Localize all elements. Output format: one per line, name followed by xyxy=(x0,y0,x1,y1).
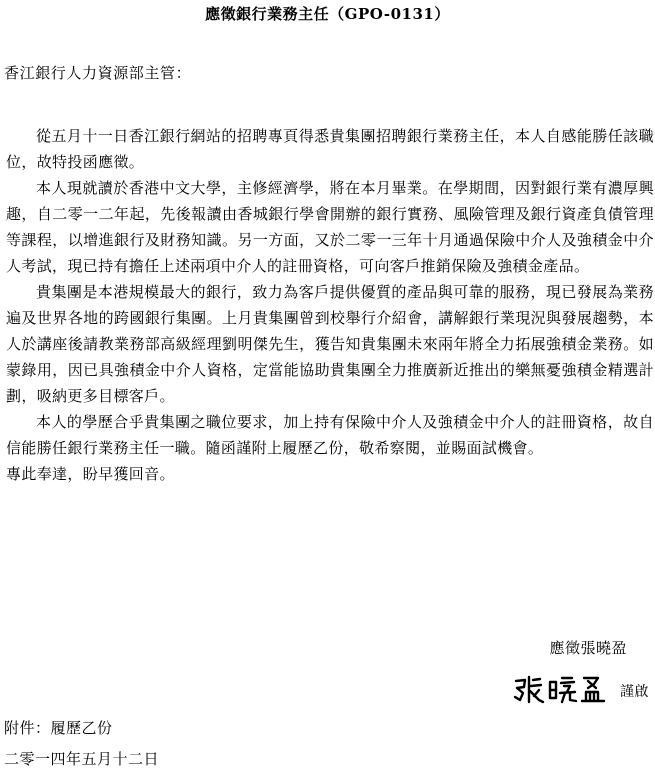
applicant-name: 應徵張曉盈 xyxy=(549,639,627,657)
letter-title: 應徵銀行業務主任（GPO-0131） xyxy=(205,5,450,23)
paragraph-2: 本人現就讀於香港中文大學，主修經濟學，將在本月畢業。在學期間，因對銀行業有濃厚興趣，自二零一二年起，先後報讀由香城銀行學會開辦的銀行實務、風險管理及銀行資產負債管理等課程，以增進銀行及財務知識。另一方面，又於二零一三年十月通過保險中介人及強積金中介人考試，現已持有擔任上述兩項中介人的註冊資格，可向客戶推銷保險及強積金產品。 xyxy=(6,179,654,275)
closing-remark: 專此奉達，盼早獲回音。 xyxy=(6,465,175,483)
paragraph-1: 從五月十一日香江銀行網站的招聘專頁得悉貴集團招聘銀行業務主任，本人自感能勝任該職位，故特投函應徵。 xyxy=(6,127,654,171)
signature-line xyxy=(512,672,649,708)
applicant-line xyxy=(549,638,627,658)
paragraph-3: 貴集團是本港規模最大的銀行，致力為客戶提供優質的產品與可靠的服務，現已發展為業務遍及世界各地的跨國銀行集團。上月貴集團曾到校舉行介紹會，講解銀行業現況與發展趨勢，本人於講座後請教業務部高級經理劉明傑先生，獲告知貴集團未來兩年將全力拓展強積金業務。如蒙錄用，因已具強積金中介人資格，定當能協助貴集團全力推廣新近推出的樂無憂強積金精選計劃，吸納更多目標客戶。 xyxy=(6,283,654,405)
letter-date: 二零一四年五月十二日 xyxy=(4,750,160,768)
salutation: 香江銀行人力資源部主管： xyxy=(4,64,192,82)
paragraph-4: 本人的學歷合乎貴集團之職位要求，加上持有保險中介人及強積金中介人的註冊資格，故自信能勝任銀行業務主任一職。隨函謹附上履歷乙份，敬希察閱，並賜面試機會。 xyxy=(6,413,654,457)
letter-body xyxy=(6,123,654,487)
attachment-note: 附件：履歷乙份 xyxy=(4,719,113,737)
respectfully-closing: 謹啟 xyxy=(620,684,649,700)
handwritten-signature xyxy=(512,672,622,708)
